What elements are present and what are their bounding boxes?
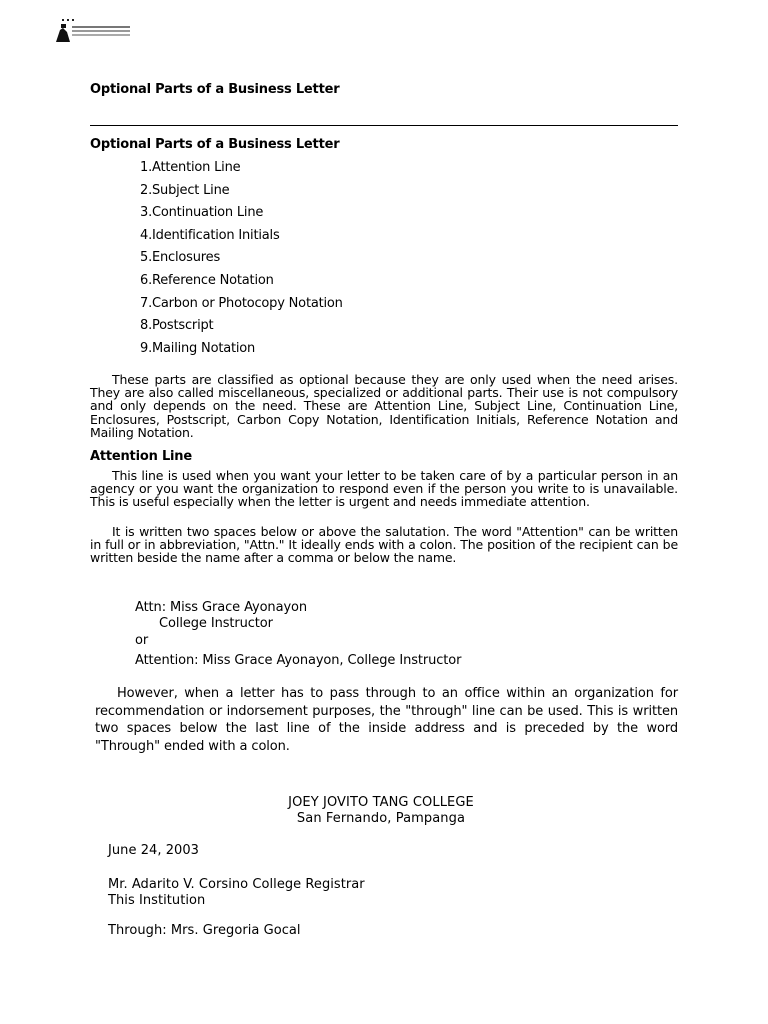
letter-recipient: Mr. Adarito V. Corsino College Registrar [108, 877, 365, 892]
list-item: 9.Mailing Notation [140, 340, 256, 356]
list-item: 2.Subject Line [140, 182, 230, 198]
institution-logo-icon [54, 16, 134, 46]
letter-through-line: Through: Mrs. Gregoria Gocal [108, 923, 301, 938]
attention-paragraph-2: It is written two spaces below or above the salutation. The word "Attention" can be written in full or in abbreviation, "Attn." It ideally ends with a colon. The position of the recipient can be written beside the name after a comma or below the name. [90, 524, 678, 566]
list-item: 8.Postscript [140, 318, 214, 334]
letterhead-location: San Fernando, Pampanga [296, 811, 466, 826]
optional-parts-list [140, 159, 343, 362]
through-paragraph: However, when a letter has to pass through to an office within an organization for recommendation or indorsement purposes, the "through" line can be used. This is written two spaces below the last line of the inside address and is preceded by the word "Through" ended with a colon. [95, 686, 678, 754]
list-item: 7.Carbon or Photocopy Notation [140, 295, 343, 311]
letter-date: June 24, 2003 [108, 843, 199, 858]
section-title: Optional Parts of a Business Letter [90, 137, 340, 152]
list-item: 5.Enclosures [140, 250, 221, 266]
divider [90, 125, 678, 126]
letterhead-institution: JOEY JOVITO TANG COLLEGE [288, 795, 474, 810]
page-title: Optional Parts of a Business Letter [90, 82, 340, 97]
example-position-line: College Instructor [159, 616, 273, 631]
letter-recipient-org: This Institution [108, 893, 206, 908]
list-item: 4.Identification Initials [140, 227, 280, 243]
attention-paragraph-1: This line is used when you want your letter to be taken care of by a particular person in an agency or you want the organization to respond even if the person you write to is unavailable. This is useful especially when the letter is urgent and needs immediate attention. [90, 468, 678, 510]
list-item: 1.Attention Line [140, 160, 241, 175]
attention-line-heading: Attention Line [90, 449, 192, 464]
list-item: 6.Reference Notation [140, 272, 274, 288]
intro-paragraph: These parts are classified as optional because they are only used when the need arises. They are also called miscellaneous, specialized or additional parts. Their use is not compulsory and only depends on the need. These are Attention Line, Subject Line, Continuation Line, Enclosures, Postscript, Carbon Copy Notation, Identification Initials, Reference Notation and Mailing Notation. [90, 372, 678, 440]
list-item: 3.Continuation Line [140, 205, 264, 221]
example-attn-line: Attn: Miss Grace Ayonayon [135, 600, 308, 615]
example-attention-line: Attention: Miss Grace Ayonayon, College Instructor [135, 653, 462, 668]
example-or: or [135, 633, 149, 648]
